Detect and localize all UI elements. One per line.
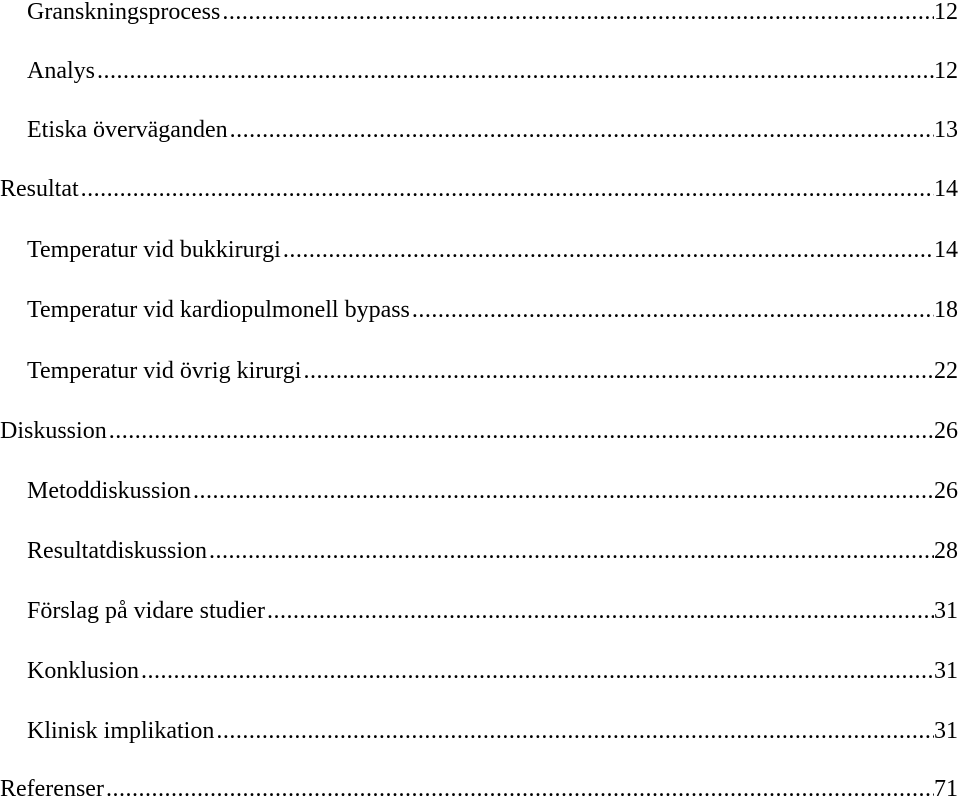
toc-dot-leader <box>220 0 934 27</box>
toc-dot-leader <box>228 115 934 145</box>
toc-entry-klinisk-implikation[interactable] <box>27 716 958 746</box>
toc-entry-resultatdiskussion[interactable] <box>27 536 958 566</box>
toc-entry-temperatur-kardiopulmonell-bypass[interactable] <box>27 295 958 325</box>
toc-entry-temperatur-bukkirurgi[interactable] <box>27 235 958 265</box>
toc-entry-title: Granskningsprocess <box>27 0 221 25</box>
toc-entry-title: Förslag på vidare studier <box>27 598 265 624</box>
toc-entry-analys[interactable] <box>27 56 958 86</box>
toc-entry-konklusion[interactable] <box>27 656 958 686</box>
toc-entry-page: 31 <box>934 658 958 684</box>
toc-entry-etiska-overvaganden[interactable] <box>27 115 958 145</box>
toc-entry-title: Temperatur vid kardiopulmonell bypass <box>27 297 410 323</box>
toc-dot-leader <box>139 656 934 686</box>
toc-entry-title: Metoddiskussion <box>27 478 192 504</box>
toc-entry-title: Etiska överväganden <box>27 117 228 143</box>
toc-entry-referenser[interactable] <box>0 774 958 804</box>
toc-entry-page: 26 <box>934 418 958 444</box>
toc-dot-leader <box>207 536 934 566</box>
toc-entry-metoddiskussion[interactable] <box>27 476 958 506</box>
toc-entry-page: 71 <box>934 776 958 802</box>
toc-entry-title: Analys <box>27 58 95 84</box>
toc-dot-leader <box>281 235 934 265</box>
toc-entry-title: Temperatur vid bukkirurgi <box>27 237 281 263</box>
toc-dot-leader <box>79 174 934 204</box>
toc-entry-title: Temperatur vid övrig kirurgi <box>27 358 302 384</box>
toc-entry-page: 26 <box>934 478 958 504</box>
toc-entry-temperatur-ovrig-kirurgi[interactable] <box>27 356 958 386</box>
toc-dot-leader <box>191 476 934 506</box>
toc-entry-page: 12 <box>934 58 958 84</box>
toc-dot-leader <box>107 416 934 446</box>
toc-entry-title: Konklusion <box>27 658 140 684</box>
toc-dot-leader <box>214 716 934 746</box>
toc-entry-resultat[interactable] <box>0 174 958 204</box>
toc-entry-title: Diskussion <box>0 418 107 444</box>
toc-entry-page: 12 <box>934 0 958 25</box>
toc-entry-forslag-vidare-studier[interactable] <box>27 596 958 626</box>
toc-entry-page: 28 <box>934 538 958 564</box>
toc-entry-page: 18 <box>934 297 958 323</box>
toc-entry-title: Resultat <box>0 176 79 202</box>
toc-dot-leader <box>301 356 934 386</box>
toc-entry-title: Resultatdiskussion <box>27 538 208 564</box>
toc-dot-leader <box>95 56 934 86</box>
toc-entry-granskningsprocess[interactable] <box>27 0 958 27</box>
toc-entry-page: 13 <box>934 117 958 143</box>
toc-dot-leader <box>265 596 934 626</box>
toc-entry-diskussion[interactable] <box>0 416 958 446</box>
toc-entry-title: Klinisk implikation <box>27 718 215 744</box>
toc-entry-page: 31 <box>934 718 958 744</box>
toc-dot-leader <box>410 295 934 325</box>
toc-dot-leader <box>104 774 934 804</box>
toc-entry-page: 14 <box>934 176 958 202</box>
toc-entry-page: 31 <box>934 598 958 624</box>
toc-entry-page: 22 <box>934 358 958 384</box>
toc-entry-page: 14 <box>934 237 958 263</box>
toc-entry-title: Referenser <box>0 776 104 802</box>
